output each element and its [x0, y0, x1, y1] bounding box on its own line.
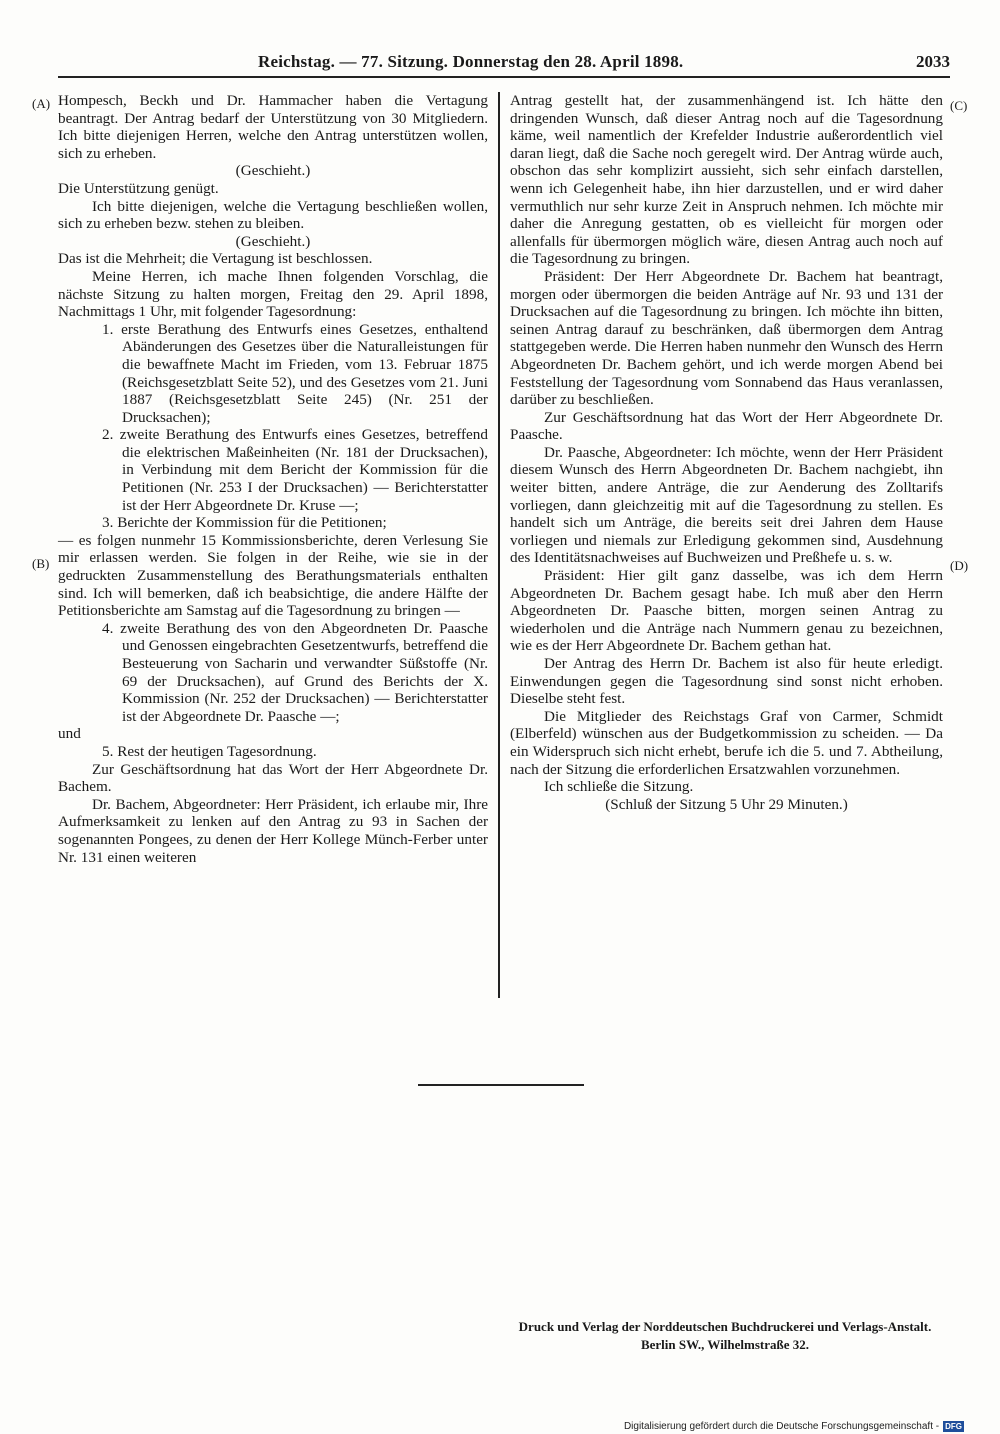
agenda-item: 1. erste Berathung des Entwurfs eines Gesetzes, enthaltend Abänderungen des Gesetzes über die Naturalleistungen für die bewaffnete Macht im Frieden, vom 13. Februar 1875 (Reichsgesetzblatt Seite 52), und des Gesetzes vom 21. Juni 1887 (Reichsgesetzblatt Seite 245) (Nr. 251 der Drucksachen);: [102, 320, 488, 426]
paragraph: Ich schließe die Sitzung.: [544, 778, 694, 796]
running-header: [58, 50, 950, 78]
end-separator: [418, 1084, 584, 1086]
column-rule: [498, 92, 500, 998]
paragraph: Die Mitglieder des Reichstags Graf von Carmer, Schmidt (Elberfeld) wünschen aus der Budgetkommission zu scheiden. — Da ein Widerspruch sich nicht erhebt, berufe ich die 5. und 7. Abtheilung, nach der Sitzung die erforderlichen Ersatzwahlen vorzunehmen.: [510, 707, 943, 778]
paragraph: Ich bitte diejenigen, welche die Vertagung beschließen wollen, sich zu erheben bezw. stehen zu bleiben.: [58, 197, 488, 233]
left-column: [58, 92, 488, 866]
paragraph: Zur Geschäftsordnung hat das Wort der Herr Abgeordnete Dr. Bachem.: [58, 760, 488, 796]
agenda-item: 5. Rest der heutigen Tagesordnung.: [102, 742, 317, 760]
speech-paragraph: Dr. Paasche, Abgeordneter: Ich möchte, wenn der Herr Präsident diesem Wunsch des Herrn Abgeordneten Dr. Bachem nachgiebt, ihn weiter bitten, andere Anträge, die zur Aenderung des Zolltarifs vorliegen, dann gleichzeitig mit auf die Tagesordnung zu stellen. Es handelt sich um Anträge, die bereits seit drei Jahren dem Hause vorliegen und niemals zur Erledigung gekommen sind, Ausdehnung des Identitätsnachweises auf Buchweizen und Preßhefe u. s. w.: [510, 443, 943, 567]
paragraph: Antrag gestellt hat, der zusammenhängend ist. Ich hätte den dringenden Wunsch, daß dieser Antrag noch auf die Tagesordnung käme, weil namentlich der Krefelder Industrie außerordentlich viel daran liegt, daß die Sache noch geregelt wird. Der Antrag würde auch, obschon das sehr komplizirt aussieht, sich sehr einfach darstellen, wenn ich Gelegenheit habe, ihn hier darzustellen, und er wird daher vermuthlich nur sehr kurze Zeit in Anspruch nehmen. Ich möchte mir daher die Anregung gestatten, ob es vielleicht für morgen oder allenfalls für übermorgen möglich wäre, diesen Antrag auch noch auf die Tagesordnung zu bringen.: [510, 92, 943, 268]
paragraph: Die Unterstützung genügt.: [58, 179, 219, 197]
imprint-line: Berlin SW., Wilhelmstraße 32.: [640, 1337, 810, 1352]
paragraph: Meine Herren, ich mache Ihnen folgenden Vorschlag, die nächste Sitzung zu halten morgen, Freitag den 29. April 1898, Nachmittags 1 Uhr, mit folgender Tagesordnung:: [58, 267, 488, 321]
stage-direction: (Geschieht.): [235, 162, 311, 180]
page-number: 2033: [916, 52, 950, 71]
stage-direction: (Geschieht.): [235, 232, 311, 250]
paragraph: Das ist die Mehrheit; die Vertagung ist beschlossen.: [58, 250, 373, 268]
paragraph: Zur Geschäftsordnung hat das Wort der Herr Abgeordnete Dr. Paasche.: [510, 408, 943, 444]
speech-paragraph: Dr. Bachem, Abgeordneter: Herr Präsident, ich erlaube mir, Ihre Aufmerksamkeit zu lenken auf den Antrag zu 93 in Sachen der sogenannten Pongees, zu denen der Herr Kollege Münch-Ferber unter Nr. 131 einen weiteren: [58, 795, 488, 866]
footer-text: Digitalisierung gefördert durch die Deutsche Forschungsgemeinschaft -: [623, 1420, 940, 1432]
speech-paragraph: Präsident: Hier gilt ganz dasselbe, was ich dem Herrn Abgeordneten Dr. Bachem gesagt habe. Ich muß aber den Herrn Abgeordneten Dr. Paasche bitten, morgen seinen Antrag zu wiederholen und die Anträge nach Nummern genau zu bezeichnen, wie es der Herr Abgeordnete Dr. Bachem gethan hat.: [510, 567, 943, 655]
imprint: [505, 1318, 945, 1354]
dfg-logo: DFG: [945, 1421, 962, 1431]
margin-marker-d: (D): [950, 558, 969, 573]
paragraph: Hompesch, Beckh und Dr. Hammacher haben die Vertagung beantragt. Der Antrag bedarf der Unterstützung von 30 Mitgliedern. Ich bitte diejenigen Herren, welche den Antrag unterstützen wollen, sich zu erheben.: [58, 92, 488, 162]
margin-marker-b: (B): [32, 556, 50, 571]
paragraph: — es folgen nunmehr 15 Kommissionsberichte, deren Verlesung Sie mir erlassen werden. Sie folgen in der Reihe, wie sie in der gedruckten Zusammenstellung des Berathungsmaterials enthalten sind. Ich will bemerken, daß ich beabsichtige, die andere Hälfte der Petitionsberichte am Samstag auf die Tagesordnung zu bringen —: [58, 531, 488, 620]
agenda-item: 3. Berichte der Kommission für die Petitionen;: [102, 514, 387, 532]
header-title: Reichstag. — 77. Sitzung. Donnerstag den 28. April 1898.: [258, 52, 684, 71]
imprint-line: Druck und Verlag der Norddeutschen Buchdruckerei und Verlags-Anstalt.: [518, 1319, 932, 1334]
speech-paragraph: Präsident: Der Herr Abgeordnete Dr. Bachem hat beantragt, morgen oder übermorgen die beiden Anträge auf Nr. 93 und 131 der Drucksachen auf die Tagesordnung zu bringen. Ich möchte ihn bitten, seinen Antrag darauf zu beschränken, daß übermorgen dem Antrag stattgegeben werde. Die Herren haben nunmehr den Wunsch des Herrn Abgeordneten Dr. Bachem gehört, und ich werde morgen Abend bei Feststellung der Tagesordnung vom Sonnabend das Haus veranlassen, darüber zu beschließen.: [510, 267, 943, 409]
paragraph: und: [58, 725, 81, 743]
right-column: [510, 92, 943, 813]
margin-marker-c: (C): [950, 98, 968, 113]
paragraph: Der Antrag des Herrn Dr. Bachem ist also für heute erledigt. Einwendungen gegen die Tagesordnung sind sonst nicht erhoben. Dieselbe steht fest.: [510, 655, 943, 708]
margin-marker-a: (A): [32, 96, 51, 111]
agenda-item: 2. zweite Berathung des Entwurfs eines Gesetzes, betreffend die elektrischen Maßeinheiten (Nr. 181 der Drucksachen), in Verbindung mit dem Bericht der Kommission für die Petitionen (Nr. 253 I der Drucksachen) — Berichterstatter ist der Herr Abgeordnete Dr. Kruse —;: [102, 426, 488, 514]
digitization-footer: [624, 1420, 964, 1432]
agenda-item: 4. zweite Berathung des von den Abgeordneten Dr. Paasche und Genossen eingebrachten Gesetzentwurfs, betreffend die Besteuerung von Sacharin und verwandter Süßstoffe (Nr. 69 der Drucksachen), auf Grund des Berichts der X. Kommission (Nr. 252 der Drucksachen) — Berichterstatter ist der Abgeordnete Dr. Paasche —;: [102, 619, 488, 725]
stage-direction: (Schluß der Sitzung 5 Uhr 29 Minuten.): [605, 795, 848, 813]
